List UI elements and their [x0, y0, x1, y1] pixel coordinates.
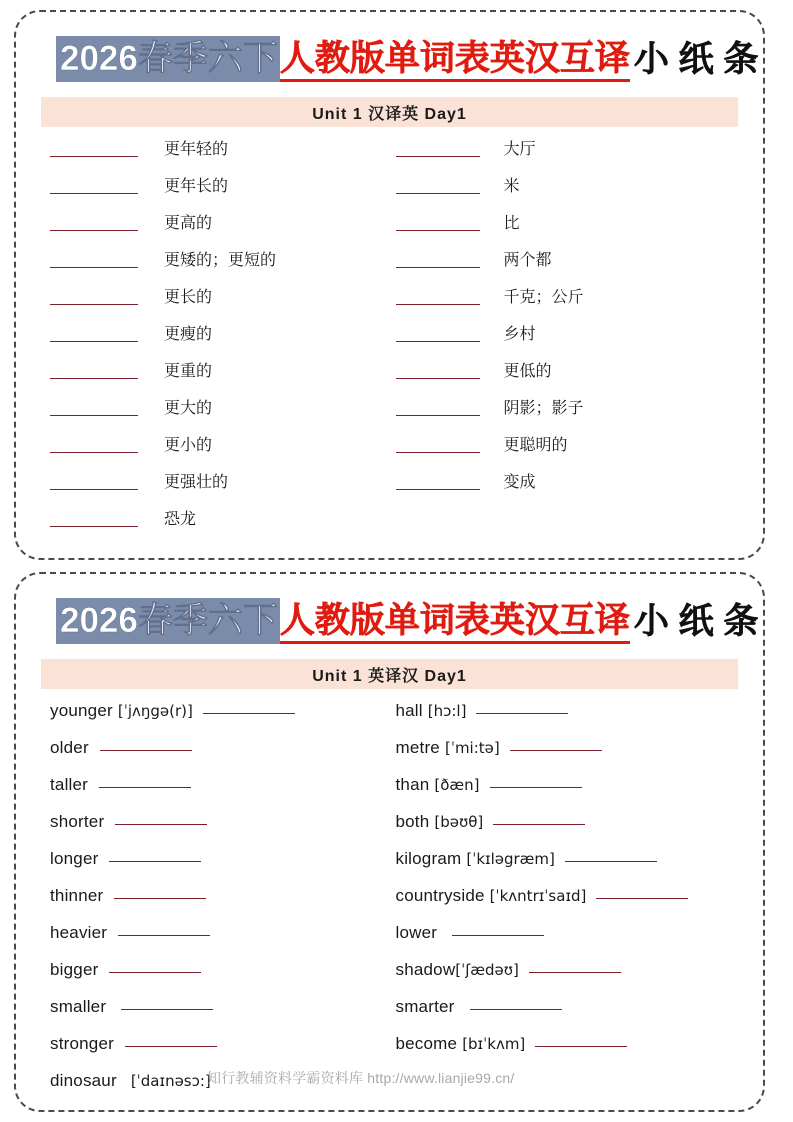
- english-word: heavier: [50, 923, 108, 942]
- answer-blank[interactable]: [529, 972, 621, 973]
- answer-blank[interactable]: [50, 415, 138, 416]
- list-item: [50, 398, 396, 435]
- word-column-right-2: [396, 701, 742, 1108]
- chinese-word: 米: [503, 178, 520, 195]
- watermark-text: 知行教辅资料学霸资料库 http://www.lianjie99.cn/: [207, 1070, 515, 1086]
- answer-blank[interactable]: [50, 193, 138, 194]
- list-item: [396, 176, 742, 213]
- list-item: [396, 923, 742, 960]
- answer-blank[interactable]: [396, 341, 480, 342]
- worksheet-title-2: [16, 590, 763, 652]
- answer-blank[interactable]: [493, 824, 585, 825]
- phonetic-text: [ˈʃædəʊ]: [455, 961, 519, 979]
- list-item: [50, 1034, 396, 1071]
- chinese-word: 更年长的: [164, 178, 229, 195]
- chinese-word: 更年轻的: [164, 141, 229, 158]
- english-word: lower: [395, 923, 438, 942]
- english-word: shadow: [395, 960, 456, 979]
- list-item: [396, 250, 742, 287]
- list-item: [396, 960, 742, 997]
- list-item: [50, 435, 396, 472]
- answer-blank[interactable]: [50, 304, 138, 305]
- chinese-word: 更聪明的: [503, 437, 568, 454]
- english-word: countryside: [395, 886, 485, 905]
- english-word: shorter: [50, 812, 105, 831]
- phonetic-text: [ðæn]: [434, 776, 480, 794]
- english-word: smarter: [395, 997, 455, 1016]
- list-item: [50, 176, 396, 213]
- list-item: [396, 287, 742, 324]
- list-item: [50, 287, 396, 324]
- english-word: bigger: [50, 960, 99, 979]
- english-word: longer: [50, 849, 99, 868]
- title-black-text: 小 纸 条: [633, 39, 759, 79]
- list-item: [396, 812, 742, 849]
- phonetic-text: [ˈkʌntrɪˈsaɪd]: [489, 887, 587, 905]
- chinese-word: 变成: [503, 474, 536, 491]
- answer-blank[interactable]: [596, 898, 688, 899]
- english-word: stronger: [50, 1034, 114, 1053]
- unit-banner-label-2: Unit 1 英译汉 Day1: [312, 667, 467, 685]
- list-item: [396, 472, 742, 509]
- word-column-left-2: [50, 701, 396, 1108]
- chinese-word: 更重的: [164, 363, 213, 380]
- answer-blank[interactable]: [396, 230, 480, 231]
- chinese-word: 更低的: [503, 363, 552, 380]
- answer-blank[interactable]: [535, 1046, 627, 1047]
- title-black-text: 小 纸 条: [633, 601, 759, 641]
- answer-blank[interactable]: [396, 378, 480, 379]
- list-item: [50, 997, 396, 1034]
- list-item: [396, 361, 742, 398]
- word-columns-1: [16, 139, 763, 546]
- list-item: [396, 324, 742, 361]
- list-item: [50, 849, 396, 886]
- unit-banner-2: [41, 659, 738, 689]
- answer-blank[interactable]: [396, 489, 480, 490]
- list-item: [396, 1034, 742, 1071]
- list-item: [396, 886, 742, 923]
- answer-blank[interactable]: [114, 898, 206, 899]
- chinese-word: 恐龙: [164, 511, 197, 528]
- answer-blank[interactable]: [396, 452, 480, 453]
- english-word: younger: [50, 701, 113, 720]
- list-item: [50, 960, 396, 997]
- answer-blank[interactable]: [476, 713, 568, 714]
- chinese-word: 大厅: [503, 141, 536, 158]
- answer-blank[interactable]: [50, 378, 138, 379]
- chinese-word: 千克；公斤: [503, 289, 584, 306]
- english-word: thinner: [50, 886, 104, 905]
- list-item: [50, 472, 396, 509]
- phonetic-text: [bəʊθ]: [434, 813, 484, 831]
- phonetic-text: [ˈmi:tə]: [444, 739, 500, 757]
- list-item: [50, 812, 396, 849]
- worksheet-title-1: [16, 28, 763, 90]
- answer-blank[interactable]: [510, 750, 602, 751]
- answer-blank[interactable]: [115, 824, 207, 825]
- phonetic-text: [ˈkɪləgræm]: [466, 850, 555, 868]
- answer-blank[interactable]: [470, 1009, 562, 1010]
- english-word: dinosaur: [50, 1071, 117, 1090]
- title-date-badge: 2026春季六下: [56, 36, 280, 82]
- answer-blank[interactable]: [109, 972, 201, 973]
- list-item: [396, 775, 742, 812]
- list-item: [396, 139, 742, 176]
- answer-blank[interactable]: [50, 341, 138, 342]
- word-column-left-1: [50, 139, 396, 546]
- title-red-text: 人教版单词表英汉互译: [280, 37, 630, 82]
- list-item: [50, 509, 396, 546]
- phonetic-text: [hɔ:l]: [427, 702, 467, 720]
- chinese-word: 比: [503, 215, 520, 232]
- worksheet-section-2: [14, 572, 765, 1112]
- answer-blank[interactable]: [50, 156, 138, 157]
- answer-blank[interactable]: [99, 787, 191, 788]
- unit-banner-1: [41, 97, 738, 127]
- english-word: metre: [395, 738, 440, 757]
- answer-blank[interactable]: [203, 713, 295, 714]
- english-word: than: [395, 775, 430, 794]
- english-word: older: [50, 738, 89, 757]
- chinese-word: 乡村: [503, 326, 536, 343]
- chinese-word: 两个都: [503, 252, 552, 269]
- title-date-badge: 2026春季六下: [56, 598, 280, 644]
- word-columns-2: [16, 701, 763, 1108]
- chinese-word: 更矮的；更短的: [164, 252, 277, 269]
- worksheet-section-1: [14, 10, 765, 560]
- phonetic-text: [ˈjʌŋgə(r)]: [117, 702, 193, 720]
- list-item: [50, 923, 396, 960]
- list-item: [396, 398, 742, 435]
- word-column-right-1: [396, 139, 742, 546]
- answer-blank[interactable]: [100, 750, 192, 751]
- list-item: [396, 435, 742, 472]
- list-item: [50, 324, 396, 361]
- chinese-word: 更小的: [164, 437, 213, 454]
- answer-blank[interactable]: [109, 861, 201, 862]
- english-word: smaller: [50, 997, 107, 1016]
- title-red-text: 人教版单词表英汉互译: [280, 599, 630, 644]
- english-word: kilogram: [395, 849, 462, 868]
- chinese-word: 更长的: [164, 289, 213, 306]
- chinese-word: 阴影；影子: [503, 400, 584, 417]
- answer-blank[interactable]: [125, 1046, 217, 1047]
- list-item: [50, 213, 396, 250]
- list-item: [396, 701, 742, 738]
- answer-blank[interactable]: [50, 526, 138, 527]
- chinese-word: 更高的: [164, 215, 213, 232]
- english-word: both: [395, 812, 430, 831]
- answer-blank[interactable]: [396, 267, 480, 268]
- list-item: [396, 849, 742, 886]
- answer-blank[interactable]: [50, 230, 138, 231]
- answer-blank[interactable]: [396, 156, 480, 157]
- answer-blank[interactable]: [452, 935, 544, 936]
- list-item: [50, 775, 396, 812]
- english-word: hall: [395, 701, 423, 720]
- chinese-word: 更大的: [164, 400, 213, 417]
- list-item: [50, 361, 396, 398]
- answer-blank[interactable]: [50, 452, 138, 453]
- answer-blank[interactable]: [396, 304, 480, 305]
- answer-blank[interactable]: [118, 935, 210, 936]
- list-item: [50, 701, 396, 738]
- chinese-word: 更强壮的: [164, 474, 229, 491]
- list-item: [50, 738, 396, 775]
- list-item: [396, 997, 742, 1034]
- answer-blank[interactable]: [396, 193, 480, 194]
- chinese-word: 更瘦的: [164, 326, 213, 343]
- phonetic-text: [ˈdaɪnəsɔ:]: [130, 1072, 211, 1090]
- answer-blank[interactable]: [490, 787, 582, 788]
- english-word: become: [395, 1034, 458, 1053]
- list-item: [396, 738, 742, 775]
- phonetic-text: [bɪˈkʌm]: [462, 1035, 526, 1053]
- answer-blank[interactable]: [50, 267, 138, 268]
- answer-blank[interactable]: [121, 1009, 213, 1010]
- list-item: [50, 886, 396, 923]
- answer-blank[interactable]: [565, 861, 657, 862]
- english-word: taller: [50, 775, 89, 794]
- list-item: [50, 250, 396, 287]
- list-item: [396, 213, 742, 250]
- unit-banner-label-1: Unit 1 汉译英 Day1: [312, 105, 467, 123]
- list-item: [50, 139, 396, 176]
- answer-blank[interactable]: [396, 415, 480, 416]
- answer-blank[interactable]: [50, 489, 138, 490]
